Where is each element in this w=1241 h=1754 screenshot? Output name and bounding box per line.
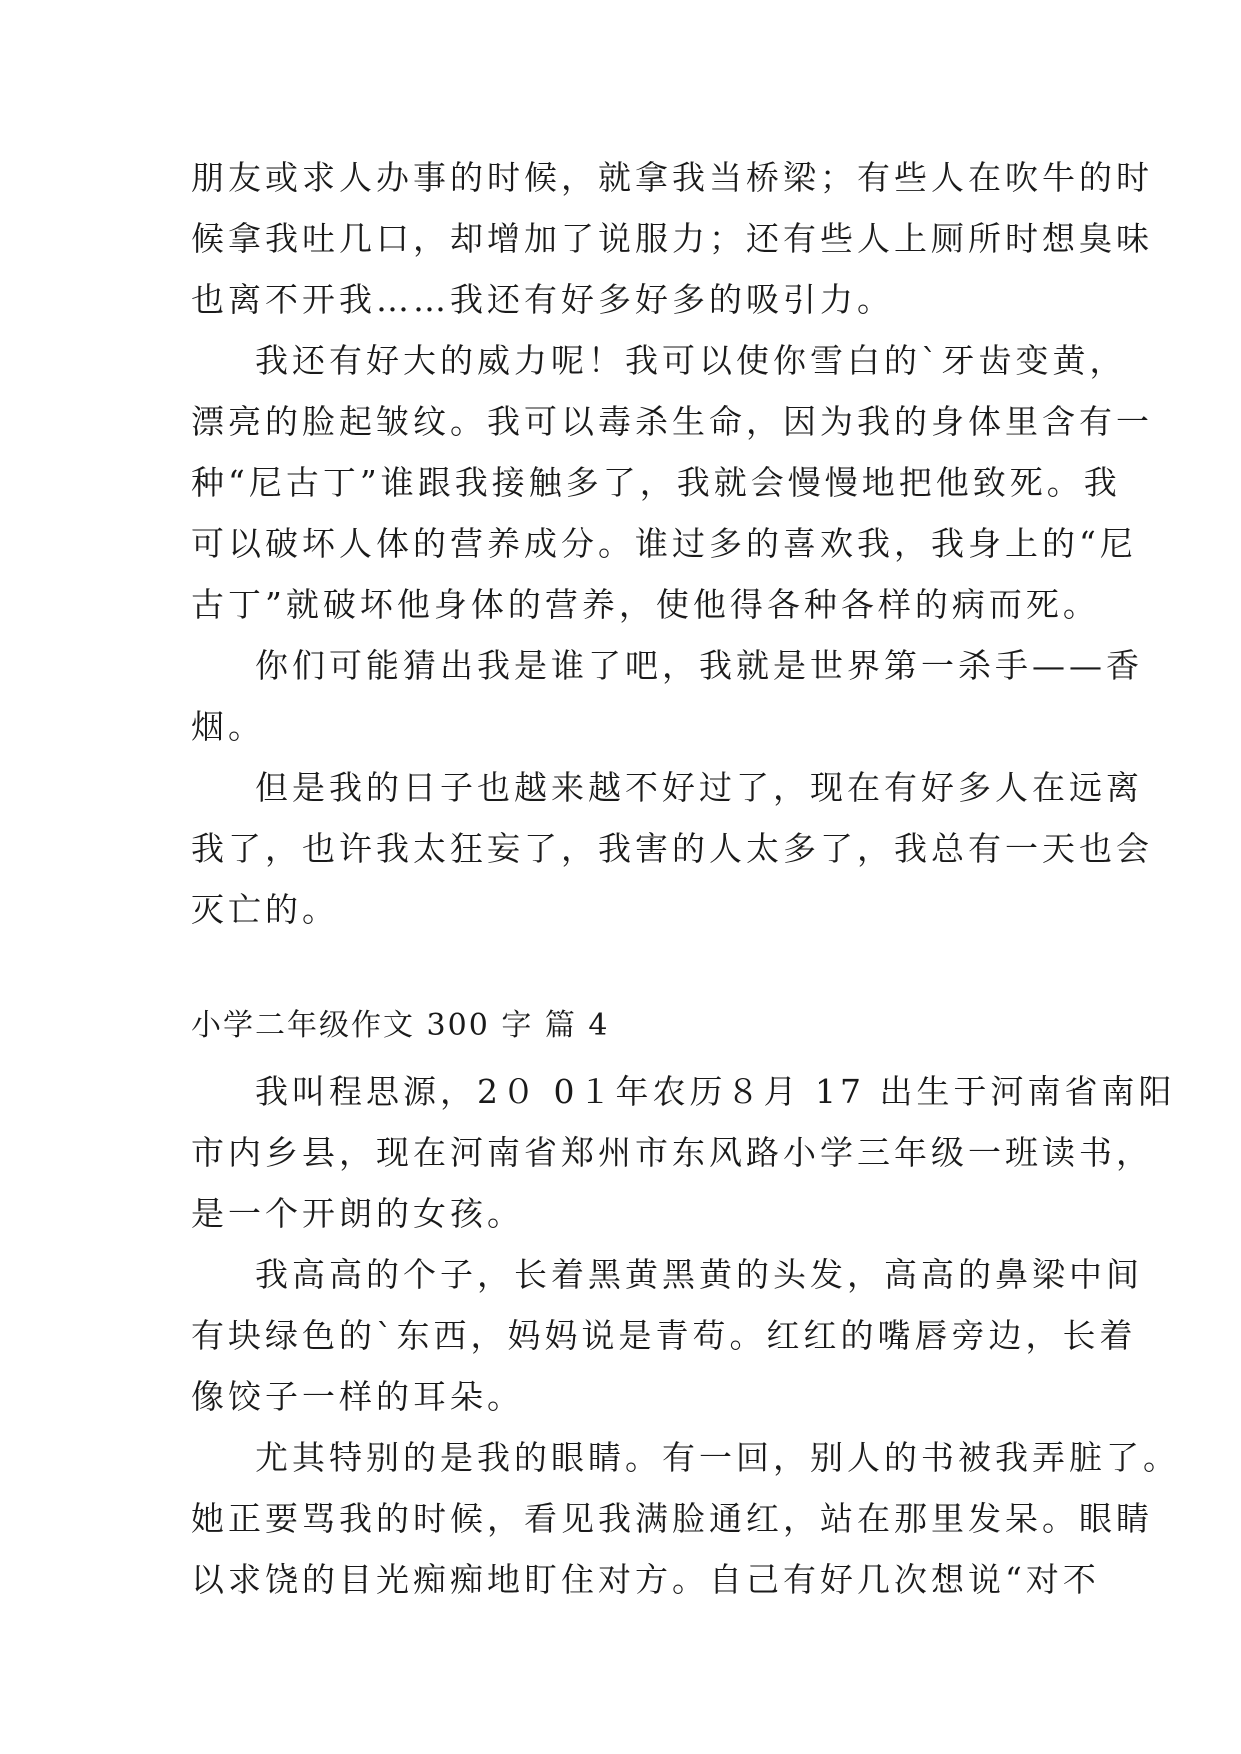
text-line: 市内乡县，现在河南省郑州市东风路小学三年级一班读书，: [191, 1133, 1153, 1172]
text-line: 但是我的日子也越来越不好过了，现在有好多人在远离: [255, 768, 1143, 807]
text-line: 漂亮的脸起皱纹。我可以毒杀生命，因为我的身体里含有一: [191, 402, 1153, 441]
heading-text: 小学二年级作文 300 字 篇 4: [191, 1008, 610, 1043]
text-line: 可以破坏人体的营养成分。谁过多的喜欢我，我身上的“尼: [191, 524, 1137, 563]
text-line: 我叫程思源，2０ 0１年农历８月 17 出生于河南省南阳: [255, 1072, 1176, 1111]
text-line: 也离不开我……我还有好多好多的吸引力。: [191, 280, 894, 319]
text-line: 我高高的个子，长着黑黄黑黄的头发，高高的鼻梁中间: [255, 1255, 1143, 1294]
text-line: 她正要骂我的时候，看见我满脸通红，站在那里发呆。眼睛: [191, 1499, 1153, 1538]
text-line: 你们可能猜出我是谁了吧，我就是世界第一杀手——香: [255, 646, 1143, 685]
text-line: 我了，也许我太狂妄了，我害的人太多了，我总有一天也会: [191, 829, 1153, 868]
text-line: 是一个开朗的女孩。: [191, 1194, 524, 1233]
text-line: 烟。: [191, 707, 265, 746]
text-line: 朋友或求人办事的时候，就拿我当桥梁；有些人在吹牛的时: [191, 158, 1153, 197]
text-line: 古丁”就破坏他身体的营养，使他得各种各样的病而死。: [191, 585, 1100, 624]
text-line: 尤其特别的是我的眼睛。有一回，别人的书被我弄脏了。: [255, 1438, 1180, 1477]
text-line: 我还有好大的威力呢！我可以使你雪白的`牙齿变黄，: [255, 341, 1127, 380]
text-line: 种“尼古丁”谁跟我接触多了，我就会慢慢地把他致死。我: [191, 463, 1121, 502]
text-line: 像饺子一样的耳朵。: [191, 1377, 524, 1416]
text-line: 灭亡的。: [191, 890, 339, 929]
text-line: 有块绿色的`东西，妈妈说是青苟。红红的嘴唇旁边，长着: [191, 1316, 1137, 1355]
text-line: 候拿我吐几口，却增加了说服力；还有些人上厕所时想臭味: [191, 219, 1153, 258]
text-line: 以求饶的目光痴痴地盯住对方。自己有好几次想说“对不: [191, 1560, 1100, 1599]
